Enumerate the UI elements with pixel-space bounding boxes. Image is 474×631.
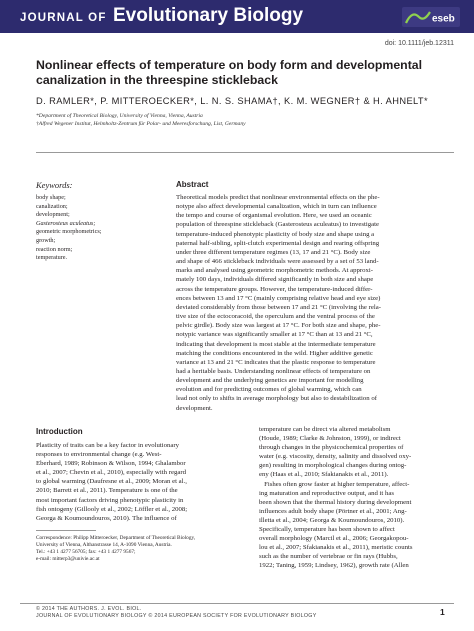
title-line: canalization in the threespine stickleback (36, 73, 278, 87)
logo-text: eseb (432, 13, 455, 25)
abstract-line: lead not only to shifts in average morphology but also to destabilization of (176, 395, 377, 403)
abstract-line: Theoretical models predict that nonlinear environmental effects on the phe- (176, 194, 380, 201)
body-line: responses to environmental change (e.g. West- (36, 451, 162, 459)
keyword: development; (36, 211, 70, 219)
abstract-line: development and the underlying genetics are important for modelling (176, 377, 364, 385)
footnote-divider (36, 530, 96, 531)
abstract-line: notypic variance was significantly smaller at 17 °C than at 13 and 21 °C, (176, 331, 373, 339)
abstract-line: ences between 13 and 17 °C (mainly comprising relative head and eye size) (176, 294, 381, 302)
journal-title-prefix: JOURNAL OF (20, 12, 107, 24)
eseb-logo (402, 7, 460, 27)
body-line: 2010; Barrett et al., 2011). Temperature is one of the (36, 487, 178, 495)
correspondence-line: Tel.: +43 1 4277 56705; fax: +43 1 4277 9567; (36, 549, 136, 555)
body-line: been shown that the thermal history during development (259, 498, 412, 506)
body-line: ing maturation and reproductive output, and it has (259, 489, 394, 497)
body-line: temperature can be direct via altered metabolism (259, 426, 391, 433)
keyword: growth; (36, 236, 56, 244)
keyword: reaction norm; (36, 245, 73, 253)
journal-title-main: Evolutionary Biology (113, 5, 304, 26)
body-line: such as the number of vertebrae or fin rays (Hubbs, (259, 553, 398, 561)
abstract-line: and shape of 466 stickleback individuals were assessed by a set of 53 land- (176, 258, 379, 266)
body-line: through changes in the physicochemical properties of (259, 444, 404, 452)
body-line: Georga & Koumoundouros, 2010). The influence of (36, 514, 177, 522)
abstract-line: the tempo and course of organismal evolution. Here, we used an oceanic (176, 212, 372, 220)
divider (36, 152, 454, 153)
body-line: Fishes often grow faster at higher temperature, affect- (259, 480, 410, 488)
keywords-list (36, 194, 101, 263)
abstract-heading: Abstract (176, 180, 209, 189)
abstract-line: indicating that development is most stable at the intermediate temperature (176, 340, 376, 348)
affiliation: †Alfred Wegener Institut, Helmholtz-Zentrum für Polar- und Meeresforschung, List, Germany (36, 121, 246, 127)
abstract-line: notype also affect developmental canalization, which in turn can influence (176, 203, 377, 211)
body-column-left (36, 441, 232, 523)
body-line: gen) resulting in morphological changes during ontog- (259, 462, 407, 470)
body-line: 1922; Taning, 1959; Lindsey, 1962), growth rate (Allen (259, 562, 409, 570)
body-column-right (259, 425, 455, 571)
abstract-line: population of threespine stickleback (Gasterosteus aculeatus) to investigate (176, 221, 379, 229)
abstract-line: marks and analysed using geometric morphometric methods. At approxi- (176, 267, 374, 275)
body-line: water (e.g. viscosity, density, salinity and dissolved oxy- (259, 453, 412, 461)
page-footer (36, 606, 317, 620)
introduction-heading: Introduction (36, 427, 83, 436)
article-title (36, 58, 446, 88)
correspondence-line: Correspondence: Philipp Mitteroecker, Department of Theoretical Biology, (36, 535, 196, 541)
body-line: illetta et al., 2004; Georga & Koumoundouros, 2010). (259, 516, 405, 524)
footer-divider (20, 603, 454, 604)
page-number: 1 (440, 607, 445, 617)
body-line: Eberhard, 1989; Robinson & Wilson, 1994; Ghalambor (36, 460, 186, 468)
abstract-text (176, 193, 454, 413)
abstract-line: paternal half-sibling, split-clutch experimental design and rearing offspring (176, 239, 380, 247)
keywords-heading: Keywords: (36, 180, 73, 190)
body-line: (Houde, 1989; Clarke & Johnston, 1999), or indirect (259, 435, 401, 443)
body-line: Specifically, temperature has been shown to affect (259, 526, 395, 534)
abstract-line: under three different temperature regimes (13, 17 and 21 °C). Body size (176, 248, 371, 256)
abstract-line: matching the conditions encountered in the wild. Higher additive genetic (176, 349, 373, 357)
title-line: Nonlinear effects of temperature on body form and developmental (36, 58, 423, 72)
abstract-line: had a heritable basis. Understanding nonlinear effects of temperature on (176, 367, 371, 375)
keyword: canalization; (36, 202, 68, 210)
abstract-line: variance at 13 and 21 °C indicates that the plastic response to temperature (176, 358, 376, 366)
abstract-line: development. (176, 404, 213, 412)
correspondence-email[interactable]: e-mail: mitterp3@univie.ac.at (36, 556, 100, 562)
author-list: D. RAMLER*, P. MITTEROECKER*, L. N. S. SHAMA†, K. M. WEGNER† & H. AHNELT* (36, 96, 429, 106)
correspondence-note (36, 535, 195, 563)
correspondence-line: University of Vienna, Althanstrasse 14, A-1090 Vienna, Austria. (36, 542, 172, 548)
body-line: lou et al., 2007; Sfakianakis et al., 2011), meristic counts (259, 544, 413, 552)
doi[interactable]: doi: 10.1111/jeb.12311 (384, 40, 454, 47)
keyword: geometric morphometrics; (36, 228, 102, 236)
abstract-line: mately 100 days, individuals differed significantly in both size and shape (176, 276, 374, 284)
body-line: Plasticity of traits can be a key factor in evolutionary (36, 442, 180, 449)
keyword: Gasterosteus aculeatus; (36, 219, 96, 227)
abstract-line: temperature-induced phenotypic plasticity of body size and shape using a (176, 230, 375, 238)
keyword: temperature. (36, 254, 68, 262)
journal-copyright-line: JOURNAL OF EVOLUTIONARY BIOLOGY © 2014 EUROPEAN SOCIETY FOR EVOLUTIONARY BIOLOGY (36, 613, 317, 619)
abstract-line: deviated considerably from those between 17 and 21 °C (involving the rela- (176, 303, 381, 311)
journal-title (20, 5, 303, 27)
copyright-line: © 2014 THE AUTHORS. J. EVOL. BIOL. (36, 606, 142, 612)
body-line: influences adult body shape (Pörtner et al., 2001; Ang- (259, 507, 407, 515)
abstract-line: evolution and for predicting outcomes of global warming, which can (176, 386, 362, 394)
body-line: fish ontogeny (Gillooly et al., 2002; Löffler et al., 2008; (36, 505, 188, 513)
keyword: body shape; (36, 194, 66, 201)
abstract-line: tive size of the ectocoracoid, the operculum and the ventral process of the (176, 313, 375, 321)
body-line: to global warming (Daufresne et al., 2009; Moran et al., (36, 478, 187, 486)
abstract-line: across the temperature groups. However, the temperature-induced differ- (176, 285, 373, 293)
body-line: et al., 2007; Chevin et al., 2010), especially with regard (36, 469, 186, 477)
body-line: most important factors driving phenotypic plasticity in (36, 496, 184, 504)
affiliation: *Department of Theoretical Biology, University of Vienna, Vienna, Austria (36, 113, 203, 119)
abstract-line: pelvic girdle). Body size was largest at 17 °C. For both size and shape, phe- (176, 322, 381, 330)
body-line: eny (Haas et al., 2010; Sfakianakis et al., 2011). (259, 471, 389, 479)
body-line: overall morphology (Marcil et al., 2006; Georgakopou- (259, 535, 409, 543)
